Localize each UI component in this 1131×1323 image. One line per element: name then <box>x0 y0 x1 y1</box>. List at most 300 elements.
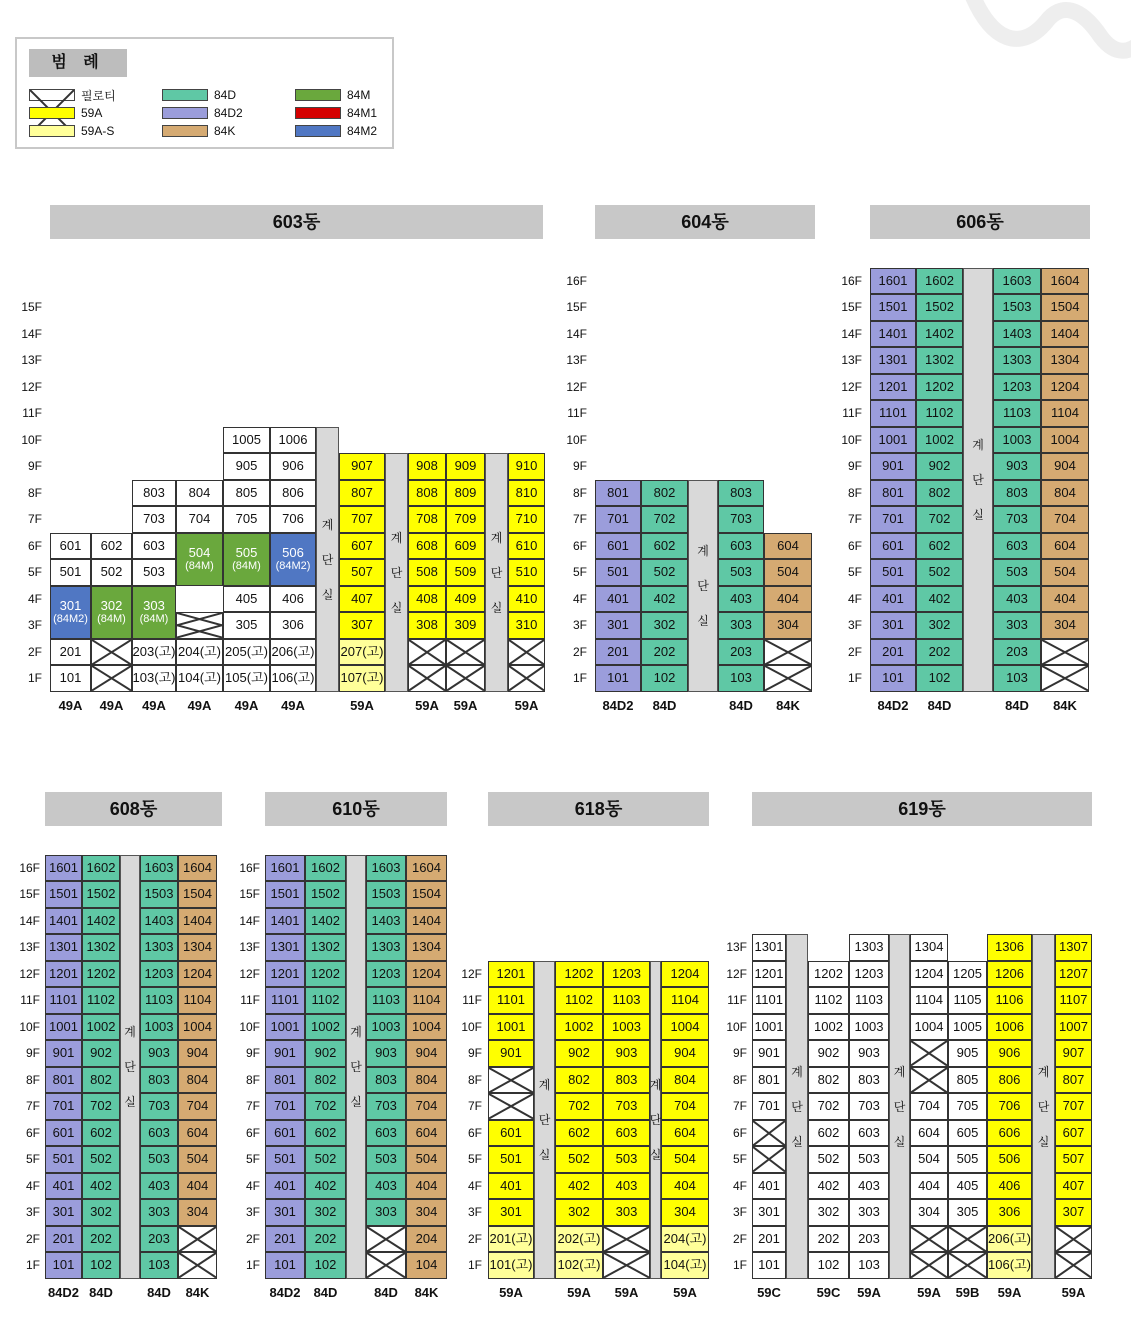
unit-cell[interactable] <box>916 268 963 295</box>
unit-cell[interactable] <box>446 533 485 560</box>
unit-cell[interactable] <box>406 1014 447 1041</box>
unit-cell[interactable] <box>270 480 316 507</box>
unit-cell[interactable] <box>752 1014 786 1041</box>
unit-cell[interactable] <box>91 586 132 639</box>
unit-cell[interactable] <box>132 639 176 666</box>
unit-cell[interactable] <box>661 1093 709 1120</box>
unit-cell[interactable] <box>661 1067 709 1094</box>
unit-cell[interactable] <box>718 480 764 507</box>
unit-cell[interactable] <box>270 533 316 586</box>
unit-cell[interactable] <box>45 987 82 1014</box>
unit-cell[interactable] <box>140 1199 178 1226</box>
unit-cell[interactable] <box>849 1252 889 1279</box>
unit-cell[interactable] <box>916 533 963 560</box>
unit-cell[interactable] <box>45 961 82 988</box>
unit-cell[interactable] <box>305 908 346 935</box>
unit-cell[interactable] <box>82 1067 120 1094</box>
unit-cell[interactable] <box>339 533 385 560</box>
unit-cell[interactable] <box>265 934 305 961</box>
unit-cell[interactable] <box>718 506 764 533</box>
unit-cell[interactable] <box>595 480 641 507</box>
unit-cell[interactable] <box>508 612 545 639</box>
unit-cell[interactable] <box>305 1199 346 1226</box>
unit-cell[interactable] <box>555 987 603 1014</box>
unit-cell[interactable] <box>265 855 305 882</box>
unit-cell[interactable] <box>987 1040 1032 1067</box>
unit-cell[interactable] <box>406 1252 447 1279</box>
unit-cell[interactable] <box>1041 453 1089 480</box>
unit-cell[interactable] <box>1055 934 1092 961</box>
unit-cell[interactable] <box>265 1199 305 1226</box>
unit-cell[interactable] <box>265 961 305 988</box>
unit-cell[interactable] <box>993 506 1041 533</box>
unit-cell[interactable] <box>595 533 641 560</box>
unit-cell[interactable] <box>305 1252 346 1279</box>
unit-cell[interactable] <box>1055 1199 1092 1226</box>
unit-cell[interactable] <box>808 1146 849 1173</box>
unit-cell[interactable] <box>305 1040 346 1067</box>
unit-cell[interactable] <box>45 1093 82 1120</box>
unit-cell[interactable] <box>849 987 889 1014</box>
unit-cell[interactable] <box>948 1173 987 1200</box>
unit-cell[interactable] <box>718 639 764 666</box>
unit-cell[interactable] <box>140 1014 178 1041</box>
unit-cell[interactable] <box>223 665 270 692</box>
unit-cell[interactable] <box>488 1014 534 1041</box>
unit-cell[interactable] <box>132 665 176 692</box>
unit-cell[interactable] <box>849 934 889 961</box>
unit-cell[interactable] <box>603 1120 650 1147</box>
unit-cell[interactable] <box>366 934 406 961</box>
unit-cell[interactable] <box>132 480 176 507</box>
unit-cell[interactable] <box>661 1014 709 1041</box>
unit-cell[interactable] <box>993 347 1041 374</box>
unit-cell[interactable] <box>223 586 270 613</box>
unit-cell[interactable] <box>223 639 270 666</box>
unit-cell[interactable] <box>50 559 91 586</box>
unit-cell[interactable] <box>916 294 963 321</box>
unit-cell[interactable] <box>406 881 447 908</box>
unit-cell[interactable] <box>366 881 406 908</box>
unit-cell[interactable] <box>176 480 223 507</box>
unit-cell[interactable] <box>178 881 217 908</box>
unit-cell[interactable] <box>366 1040 406 1067</box>
unit-cell[interactable] <box>603 1040 650 1067</box>
unit-cell[interactable] <box>82 1226 120 1253</box>
unit-cell[interactable] <box>948 1146 987 1173</box>
unit-cell[interactable] <box>178 1040 217 1067</box>
unit-cell[interactable] <box>45 1067 82 1094</box>
unit-cell[interactable] <box>82 987 120 1014</box>
unit-cell[interactable] <box>718 665 764 692</box>
unit-cell[interactable] <box>603 1067 650 1094</box>
unit-cell[interactable] <box>870 321 916 348</box>
unit-cell[interactable] <box>1055 1146 1092 1173</box>
unit-cell[interactable] <box>140 1120 178 1147</box>
unit-cell[interactable] <box>555 1252 603 1279</box>
unit-cell[interactable] <box>508 506 545 533</box>
unit-cell[interactable] <box>987 1120 1032 1147</box>
unit-cell[interactable] <box>178 1146 217 1173</box>
unit-cell[interactable] <box>987 1146 1032 1173</box>
unit-cell[interactable] <box>661 1199 709 1226</box>
unit-cell[interactable] <box>265 987 305 1014</box>
unit-cell[interactable] <box>993 427 1041 454</box>
unit-cell[interactable] <box>1041 559 1089 586</box>
unit-cell[interactable] <box>406 1093 447 1120</box>
unit-cell[interactable] <box>140 961 178 988</box>
unit-cell[interactable] <box>132 506 176 533</box>
unit-cell[interactable] <box>993 612 1041 639</box>
unit-cell[interactable] <box>661 1040 709 1067</box>
unit-cell[interactable] <box>45 1173 82 1200</box>
unit-cell[interactable] <box>910 1120 948 1147</box>
unit-cell[interactable] <box>50 665 91 692</box>
unit-cell[interactable] <box>82 961 120 988</box>
unit-cell[interactable] <box>993 294 1041 321</box>
unit-cell[interactable] <box>1055 961 1092 988</box>
unit-cell[interactable] <box>948 987 987 1014</box>
unit-cell[interactable] <box>916 612 963 639</box>
unit-cell[interactable] <box>752 961 786 988</box>
unit-cell[interactable] <box>488 961 534 988</box>
unit-cell[interactable] <box>488 1040 534 1067</box>
unit-cell[interactable] <box>82 1014 120 1041</box>
unit-cell[interactable] <box>508 533 545 560</box>
unit-cell[interactable] <box>265 1173 305 1200</box>
unit-cell[interactable] <box>916 586 963 613</box>
unit-cell[interactable] <box>987 934 1032 961</box>
unit-cell[interactable] <box>408 506 446 533</box>
unit-cell[interactable] <box>870 612 916 639</box>
unit-cell[interactable] <box>265 1146 305 1173</box>
unit-cell[interactable] <box>948 1093 987 1120</box>
unit-cell[interactable] <box>641 559 688 586</box>
unit-cell[interactable] <box>808 961 849 988</box>
unit-cell[interactable] <box>849 961 889 988</box>
unit-cell[interactable] <box>140 1040 178 1067</box>
unit-cell[interactable] <box>223 453 270 480</box>
unit-cell[interactable] <box>305 1226 346 1253</box>
unit-cell[interactable] <box>752 1226 786 1253</box>
unit-cell[interactable] <box>270 453 316 480</box>
unit-cell[interactable] <box>446 586 485 613</box>
unit-cell[interactable] <box>1055 1173 1092 1200</box>
unit-cell[interactable] <box>916 400 963 427</box>
unit-cell[interactable] <box>408 533 446 560</box>
unit-cell[interactable] <box>406 1173 447 1200</box>
unit-cell[interactable] <box>339 506 385 533</box>
unit-cell[interactable] <box>595 612 641 639</box>
unit-cell[interactable] <box>446 612 485 639</box>
unit-cell[interactable] <box>140 1226 178 1253</box>
unit-cell[interactable] <box>1055 1014 1092 1041</box>
unit-cell[interactable] <box>916 639 963 666</box>
unit-cell[interactable] <box>993 533 1041 560</box>
unit-cell[interactable] <box>993 268 1041 295</box>
unit-cell[interactable] <box>916 321 963 348</box>
unit-cell[interactable] <box>870 639 916 666</box>
unit-cell[interactable] <box>1055 1093 1092 1120</box>
unit-cell[interactable] <box>870 427 916 454</box>
unit-cell[interactable] <box>555 1040 603 1067</box>
unit-cell[interactable] <box>808 1120 849 1147</box>
unit-cell[interactable] <box>849 1199 889 1226</box>
unit-cell[interactable] <box>45 881 82 908</box>
unit-cell[interactable] <box>82 1146 120 1173</box>
unit-cell[interactable] <box>178 987 217 1014</box>
unit-cell[interactable] <box>603 1014 650 1041</box>
unit-cell[interactable] <box>178 1199 217 1226</box>
unit-cell[interactable] <box>366 1173 406 1200</box>
unit-cell[interactable] <box>366 1093 406 1120</box>
unit-cell[interactable] <box>140 1146 178 1173</box>
unit-cell[interactable] <box>555 1093 603 1120</box>
unit-cell[interactable] <box>446 559 485 586</box>
unit-cell[interactable] <box>406 855 447 882</box>
unit-cell[interactable] <box>555 1014 603 1041</box>
unit-cell[interactable] <box>849 1040 889 1067</box>
unit-cell[interactable] <box>265 1226 305 1253</box>
unit-cell[interactable] <box>408 480 446 507</box>
unit-cell[interactable] <box>488 1173 534 1200</box>
unit-cell[interactable] <box>446 453 485 480</box>
unit-cell[interactable] <box>870 374 916 401</box>
unit-cell[interactable] <box>91 559 132 586</box>
unit-cell[interactable] <box>178 961 217 988</box>
unit-cell[interactable] <box>987 987 1032 1014</box>
unit-cell[interactable] <box>366 1146 406 1173</box>
unit-cell[interactable] <box>910 1093 948 1120</box>
unit-cell[interactable] <box>406 1199 447 1226</box>
unit-cell[interactable] <box>916 347 963 374</box>
unit-cell[interactable] <box>176 506 223 533</box>
unit-cell[interactable] <box>406 1040 447 1067</box>
unit-cell[interactable] <box>849 1014 889 1041</box>
unit-cell[interactable] <box>1041 400 1089 427</box>
unit-cell[interactable] <box>993 480 1041 507</box>
unit-cell[interactable] <box>82 855 120 882</box>
unit-cell[interactable] <box>764 533 812 560</box>
unit-cell[interactable] <box>595 586 641 613</box>
unit-cell[interactable] <box>849 1120 889 1147</box>
unit-cell[interactable] <box>223 506 270 533</box>
unit-cell[interactable] <box>339 559 385 586</box>
unit-cell[interactable] <box>406 908 447 935</box>
unit-cell[interactable] <box>45 1120 82 1147</box>
unit-cell[interactable] <box>140 908 178 935</box>
unit-cell[interactable] <box>808 1067 849 1094</box>
unit-cell[interactable] <box>603 987 650 1014</box>
unit-cell[interactable] <box>45 908 82 935</box>
unit-cell[interactable] <box>870 559 916 586</box>
unit-cell[interactable] <box>488 1120 534 1147</box>
unit-cell[interactable] <box>366 855 406 882</box>
unit-cell[interactable] <box>870 506 916 533</box>
unit-cell[interactable] <box>948 1120 987 1147</box>
unit-cell[interactable] <box>140 855 178 882</box>
unit-cell[interactable] <box>50 586 91 639</box>
unit-cell[interactable] <box>140 1067 178 1094</box>
unit-cell[interactable] <box>408 612 446 639</box>
unit-cell[interactable] <box>176 665 223 692</box>
unit-cell[interactable] <box>718 559 764 586</box>
unit-cell[interactable] <box>305 855 346 882</box>
unit-cell[interactable] <box>916 374 963 401</box>
unit-cell[interactable] <box>82 1252 120 1279</box>
unit-cell[interactable] <box>764 559 812 586</box>
unit-cell[interactable] <box>406 1146 447 1173</box>
unit-cell[interactable] <box>661 1120 709 1147</box>
unit-cell[interactable] <box>993 453 1041 480</box>
unit-cell[interactable] <box>661 987 709 1014</box>
unit-cell[interactable] <box>406 1120 447 1147</box>
unit-cell[interactable] <box>752 1040 786 1067</box>
unit-cell[interactable] <box>752 1199 786 1226</box>
unit-cell[interactable] <box>176 533 223 586</box>
unit-cell[interactable] <box>305 1093 346 1120</box>
unit-cell[interactable] <box>82 1040 120 1067</box>
unit-cell[interactable] <box>595 639 641 666</box>
unit-cell[interactable] <box>1041 321 1089 348</box>
unit-cell[interactable] <box>45 1040 82 1067</box>
unit-cell[interactable] <box>1041 347 1089 374</box>
unit-cell[interactable] <box>82 1199 120 1226</box>
unit-cell[interactable] <box>1041 506 1089 533</box>
unit-cell[interactable] <box>993 321 1041 348</box>
unit-cell[interactable] <box>603 1173 650 1200</box>
unit-cell[interactable] <box>305 987 346 1014</box>
unit-cell[interactable] <box>808 1093 849 1120</box>
unit-cell[interactable] <box>82 908 120 935</box>
unit-cell[interactable] <box>45 1146 82 1173</box>
unit-cell[interactable] <box>178 934 217 961</box>
unit-cell[interactable] <box>366 1067 406 1094</box>
unit-cell[interactable] <box>1041 533 1089 560</box>
unit-cell[interactable] <box>305 1173 346 1200</box>
unit-cell[interactable] <box>993 400 1041 427</box>
unit-cell[interactable] <box>508 453 545 480</box>
unit-cell[interactable] <box>91 533 132 560</box>
unit-cell[interactable] <box>178 1173 217 1200</box>
unit-cell[interactable] <box>305 1120 346 1147</box>
unit-cell[interactable] <box>50 533 91 560</box>
unit-cell[interactable] <box>916 480 963 507</box>
unit-cell[interactable] <box>752 1252 786 1279</box>
unit-cell[interactable] <box>488 1146 534 1173</box>
unit-cell[interactable] <box>488 1199 534 1226</box>
unit-cell[interactable] <box>223 533 270 586</box>
unit-cell[interactable] <box>910 1199 948 1226</box>
unit-cell[interactable] <box>870 533 916 560</box>
unit-cell[interactable] <box>406 987 447 1014</box>
unit-cell[interactable] <box>870 453 916 480</box>
unit-cell[interactable] <box>603 1093 650 1120</box>
unit-cell[interactable] <box>140 987 178 1014</box>
unit-cell[interactable] <box>661 961 709 988</box>
unit-cell[interactable] <box>132 559 176 586</box>
unit-cell[interactable] <box>661 1252 709 1279</box>
unit-cell[interactable] <box>718 533 764 560</box>
unit-cell[interactable] <box>916 506 963 533</box>
unit-cell[interactable] <box>1055 1067 1092 1094</box>
unit-cell[interactable] <box>870 268 916 295</box>
unit-cell[interactable] <box>1041 294 1089 321</box>
unit-cell[interactable] <box>140 1252 178 1279</box>
unit-cell[interactable] <box>987 1226 1032 1253</box>
unit-cell[interactable] <box>948 1014 987 1041</box>
unit-cell[interactable] <box>1055 987 1092 1014</box>
unit-cell[interactable] <box>223 612 270 639</box>
unit-cell[interactable] <box>603 1146 650 1173</box>
unit-cell[interactable] <box>446 506 485 533</box>
unit-cell[interactable] <box>752 1067 786 1094</box>
unit-cell[interactable] <box>176 639 223 666</box>
unit-cell[interactable] <box>555 1120 603 1147</box>
unit-cell[interactable] <box>132 586 176 639</box>
unit-cell[interactable] <box>948 1199 987 1226</box>
unit-cell[interactable] <box>1041 586 1089 613</box>
unit-cell[interactable] <box>910 934 948 961</box>
unit-cell[interactable] <box>641 665 688 692</box>
unit-cell[interactable] <box>555 1173 603 1200</box>
unit-cell[interactable] <box>140 881 178 908</box>
unit-cell[interactable] <box>508 586 545 613</box>
unit-cell[interactable] <box>993 586 1041 613</box>
unit-cell[interactable] <box>752 1173 786 1200</box>
unit-cell[interactable] <box>178 855 217 882</box>
unit-cell[interactable] <box>641 639 688 666</box>
unit-cell[interactable] <box>987 1067 1032 1094</box>
unit-cell[interactable] <box>45 1199 82 1226</box>
unit-cell[interactable] <box>223 427 270 454</box>
unit-cell[interactable] <box>406 1067 447 1094</box>
unit-cell[interactable] <box>870 294 916 321</box>
unit-cell[interactable] <box>366 961 406 988</box>
unit-cell[interactable] <box>45 934 82 961</box>
unit-cell[interactable] <box>595 559 641 586</box>
unit-cell[interactable] <box>910 1146 948 1173</box>
unit-cell[interactable] <box>140 1093 178 1120</box>
unit-cell[interactable] <box>752 1093 786 1120</box>
unit-cell[interactable] <box>265 1067 305 1094</box>
unit-cell[interactable] <box>265 1093 305 1120</box>
unit-cell[interactable] <box>849 1067 889 1094</box>
unit-cell[interactable] <box>849 1226 889 1253</box>
unit-cell[interactable] <box>178 1120 217 1147</box>
unit-cell[interactable] <box>1055 1120 1092 1147</box>
unit-cell[interactable] <box>661 1146 709 1173</box>
unit-cell[interactable] <box>555 1067 603 1094</box>
unit-cell[interactable] <box>910 1173 948 1200</box>
unit-cell[interactable] <box>366 1120 406 1147</box>
unit-cell[interactable] <box>870 480 916 507</box>
unit-cell[interactable] <box>488 987 534 1014</box>
unit-cell[interactable] <box>366 908 406 935</box>
unit-cell[interactable] <box>366 1014 406 1041</box>
unit-cell[interactable] <box>916 427 963 454</box>
unit-cell[interactable] <box>916 665 963 692</box>
unit-cell[interactable] <box>408 559 446 586</box>
unit-cell[interactable] <box>339 586 385 613</box>
unit-cell[interactable] <box>1041 480 1089 507</box>
unit-cell[interactable] <box>718 586 764 613</box>
unit-cell[interactable] <box>140 1173 178 1200</box>
unit-cell[interactable] <box>339 665 385 692</box>
unit-cell[interactable] <box>265 1014 305 1041</box>
unit-cell[interactable] <box>870 665 916 692</box>
unit-cell[interactable] <box>555 961 603 988</box>
